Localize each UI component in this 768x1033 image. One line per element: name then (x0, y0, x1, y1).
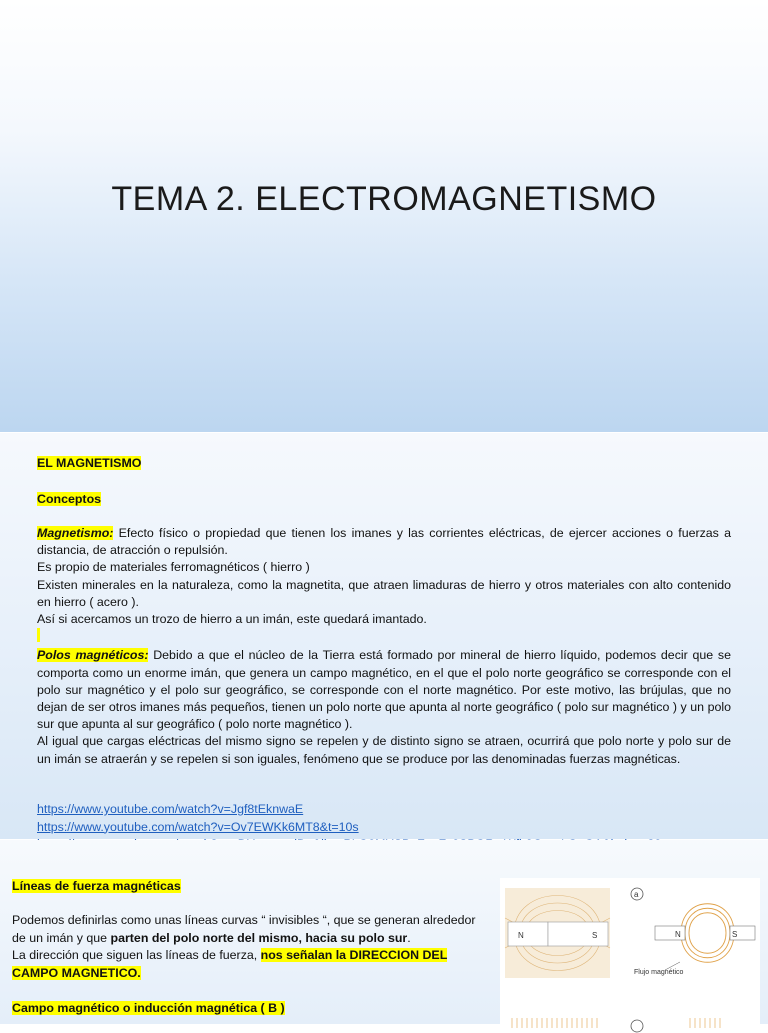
imantado-line: Así si acercamos un trozo de hierro a un imán, este quedará imantado. (37, 612, 427, 627)
magnetismo-def: Efecto físico o propiedad que tienen los imanes y las corrientes eléctricas, de ejercer acciones o fuerzas a distancia, de atracción o repulsión. (37, 526, 731, 558)
flux-caption: Flujo magnético (634, 969, 684, 976)
text-cursor (37, 628, 40, 642)
magnetic-field-figure (500, 878, 760, 1028)
lineas-body: Podemos definirlas como unas líneas curvas “ invisibles “, que se generan alrededor de un imán y que parten del polo norte del mismo, hacia su polo sur. La dirección que siguen las líneas de fuerza, nos señalan la DIRECCION DEL CAMPO MAGNETICO. (12, 913, 476, 980)
field-lines-illustration (500, 878, 760, 1028)
south-label-2: S (732, 930, 738, 939)
magnetismo-term: Magnetismo: (37, 526, 114, 540)
section-heading: EL MAGNETISMO (37, 456, 142, 470)
lineas-heading: Líneas de fuerza magnéticas (12, 879, 181, 893)
north-label-1: N (518, 931, 524, 940)
magnetic-flux-image (631, 888, 755, 976)
polos-cargas: Al igual que cargas eléctricas del mismo signo se repelen y de distinto signo se atraen, ocurrirá que polo norte y polo sur de un imán se atraerán y se repelen si son iguales, fenómeno que se produce por las denominadas fuerzas magnéticas. (37, 734, 731, 766)
figure-a-label: a (634, 890, 639, 899)
ferro-line: Es propio de materiales ferromagnéticos ( hierro ) (37, 560, 310, 575)
minerales-line: Existen minerales en la naturaleza, como la magnetita, que atraen limaduras de hierro y otros materiales con alto contenido en hierro ( acero ). (37, 577, 731, 609)
south-label-1: S (592, 931, 598, 940)
magnetismo-slide (0, 433, 768, 839)
partial-figures (512, 1018, 720, 1032)
polos-term: Polos magnéticos: (37, 648, 149, 663)
section-subheading: Conceptos (37, 492, 102, 506)
polos-def: Debido a que el núcleo de la Tierra está formado por mineral de hierro líquido, podemos decir que se comporta como un enorme imán, que genera un campo magnético, en el que el polo norte geográfico se corresponde con el polo sur magnético y el polo sur geográfico, se corresponde con el norte magnético. Por este motivo, las brújulas, que no dejan de ser otros imanes más pequeños, tienen un polo norte que apunta al norte geográfico ( polo sur magnético ) y un polo sur que apunta al sur geográfico ( polo norte magnético ). (37, 648, 731, 732)
north-label-2: N (675, 930, 681, 939)
bar-magnet-field-image (505, 888, 610, 978)
campo-heading: Campo magnético o inducción magnética ( B ) (12, 1001, 285, 1015)
slide-title: TEMA 2. ELECTROMAGNETISMO (111, 180, 657, 218)
magnetismo-block (37, 525, 731, 768)
lineas-fuerza-slide (0, 840, 768, 1024)
title-slide (0, 0, 768, 432)
youtube-link-2[interactable]: https://www.youtube.com/watch?v=Ov7EWKk6MT8&t=10s (37, 819, 359, 834)
youtube-link-1[interactable]: https://www.youtube.com/watch?v=Jgf8tEknwaE (37, 802, 304, 816)
